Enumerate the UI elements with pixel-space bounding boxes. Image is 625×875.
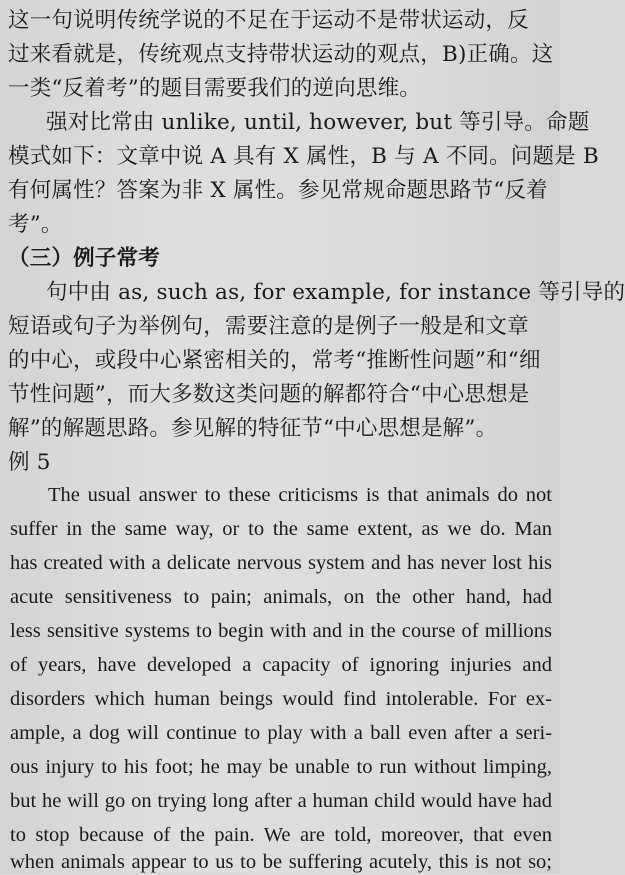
english-line: but he will go on trying long after a human child would have had	[10, 790, 552, 812]
section-heading: （三）例子常考	[8, 246, 160, 271]
paragraph-line: 节性问题”，而大多数这类问题的解都符合“中心思想是	[8, 382, 530, 407]
english-line: ous injury to his foot; he may be unable to run without limping,	[10, 756, 552, 778]
paragraph-line: 的中心，或段中心紧密相关的，常考“推断性问题”和“细	[8, 348, 541, 373]
paragraph-line: 短语或句子为举例句，需要注意的是例子一般是和文章	[8, 314, 529, 339]
paragraph-line: 一类“反着考”的题目需要我们的逆向思维。	[8, 76, 421, 101]
english-line: to stop because of the pain. We are told, moreover, that even	[10, 824, 552, 846]
english-line: less sensitive systems to begin with and in the course of millions	[10, 620, 552, 642]
paragraph-line: 有何属性？答案为非 X 属性。参见常规命题思路节“反着	[8, 178, 548, 203]
english-line: of years, have developed a capacity of ignoring injuries and	[10, 654, 552, 676]
paragraph-line: 考”。	[8, 212, 63, 237]
paragraph-text: 句中由 as, such as, for example, for instance 等引导的	[46, 280, 625, 305]
english-line: when animals appear to us to be suffering acutely, this is not so;	[10, 851, 552, 873]
example-label: 例 5	[8, 450, 51, 475]
paragraph-line	[8, 108, 590, 137]
paragraph-line: 这一句说明传统学说的不足在于运动不是带状运动，反	[8, 8, 529, 33]
paragraph-text: 强对比常由 unlike, until, however, but 等引导。命题	[46, 110, 590, 135]
english-line: has created with a delicate nervous system and has never lost his	[10, 552, 552, 574]
paragraph-line	[8, 278, 625, 307]
english-line: ample, a dog will continue to play with a ball even after a seri-	[10, 722, 552, 744]
english-line: acute sensitiveness to pain; animals, on the other hand, had	[10, 586, 552, 608]
paragraph-line: 过来看就是，传统观点支持带状运动的观点，B)正确。这	[8, 42, 554, 67]
paragraph-line: 解”的解题思路。参见解的特征节“中心思想是解”。	[8, 416, 498, 441]
english-line: disorders which human beings would find intolerable. For ex-	[10, 688, 552, 710]
paragraph-line: 模式如下：文章中说 A 具有 X 属性，B 与 A 不同。问题是 B	[8, 144, 599, 169]
english-line: suffer in the same way, or to the same extent, as we do. Man	[10, 518, 552, 540]
english-line: The usual answer to these criticisms is that animals do not	[48, 484, 552, 506]
